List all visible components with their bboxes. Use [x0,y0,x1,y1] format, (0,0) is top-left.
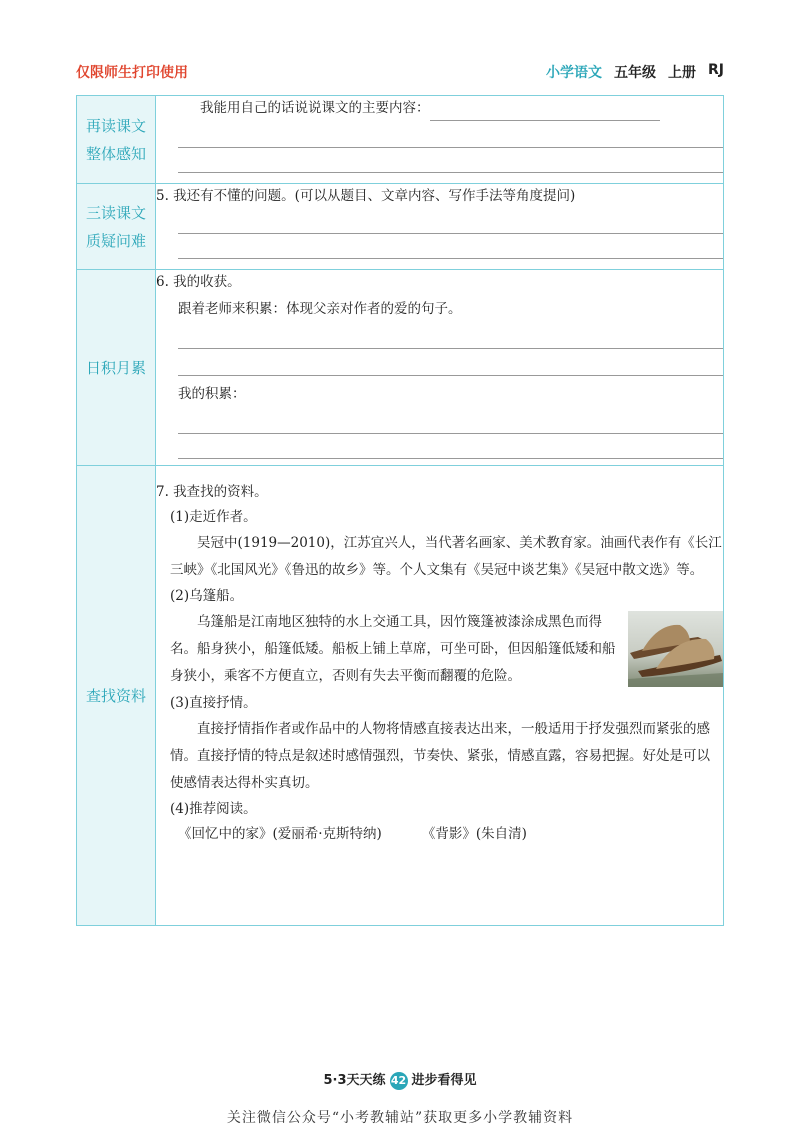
book-item: 《背影》(朱自清) [421,826,527,842]
row-reread [77,96,724,184]
worksheet-table [76,95,724,926]
summary-prompt: 我能用自己的话说说课文的主要内容： [200,100,430,116]
question-6: 6. 我的收获。 [156,274,241,290]
section-reading: (4)推荐阅读。 [170,801,257,817]
label-research: 查找资料 [77,466,156,926]
edition-label: RJ [708,62,724,78]
accumulate-content [156,270,724,466]
lyric-text: 直接抒情指作者或作品中的人物将情感直接表达出来，一般适用于抒发强烈而紧张的感情。直接抒情的特点是叙述时感情强烈，节奏快、紧张，情感直露，容易把握。好处是可以使感情表达得朴实真切。 [170,721,710,791]
section-lyric: (3)直接抒情。 [170,695,257,711]
accumulate-prompt: 跟着老师来积累：体现父亲对作者的爱的句子。 [178,301,462,317]
author-text: 吴冠中(1919—2010)，江苏宜兴人，当代著名画家、美术教育家。油画代表作有《长江三峡》《北国风光》《鲁迅的故乡》等。个人文集有《吴冠中谈艺集》《吴冠中散文选》等。 [170,535,722,578]
answer-line[interactable] [178,407,723,434]
questions-content [156,184,724,270]
subject-label: 小学语文 [546,65,602,81]
question-7: 7. 我查找的资料。 [156,484,268,500]
promo-text: 关注微信公众号“小考教辅站”获取更多小学教辅资料 [226,1110,574,1126]
page-footer [0,1069,800,1090]
research-content [156,466,724,926]
label-line: 再读课文 [85,116,146,135]
label-questions [77,184,156,270]
answer-line[interactable] [178,434,723,459]
book-info [546,62,724,82]
answer-line[interactable] [178,349,723,376]
section-boat: (2)乌篷船。 [170,588,244,604]
boat-photo [628,611,723,687]
answer-line[interactable] [430,106,660,121]
page-number: 42 [390,1072,408,1090]
label-line: 三读课文 [85,203,146,222]
answer-line[interactable] [178,148,723,173]
section-author: (1)走近作者。 [170,509,257,525]
label-line: 质疑问难 [85,231,146,250]
footer-series: 5·3天天练 [323,1073,386,1088]
answer-line[interactable] [178,121,723,148]
boat-text: 乌篷船是江南地区独特的水上交通工具，因竹篾篷被漆涂成黑色而得名。船身狭小，船篷低矮。船板上铺上草席，可坐可卧，但因船篷低矮和船身狭小，乘客不方便直立，否则有失去平衡而翻覆的危险。 [170,614,616,684]
question-5: 5. 我还有不懂的问题。(可以从题目、文章内容、写作手法等角度提问) [156,188,576,204]
answer-line[interactable] [178,234,723,259]
row-questions [77,184,724,270]
answer-line[interactable] [178,322,723,349]
row-accumulate [77,270,724,466]
grade-label: 五年级 [614,65,656,81]
label-accumulate: 日积月累 [77,270,156,466]
print-notice: 仅限师生打印使用 [76,65,188,81]
row-research [77,466,724,926]
label-reread [77,96,156,184]
book-item: 《回忆中的家》(爱丽希·克斯特纳) [178,826,382,842]
footer-slogan: 进步看得见 [411,1073,477,1088]
reading-list [156,822,723,847]
my-accumulate-prompt: 我的积累： [178,386,246,402]
reread-content [156,96,724,184]
label-line: 整体感知 [85,144,146,163]
answer-line[interactable] [178,209,723,234]
volume-label: 上册 [668,65,696,81]
